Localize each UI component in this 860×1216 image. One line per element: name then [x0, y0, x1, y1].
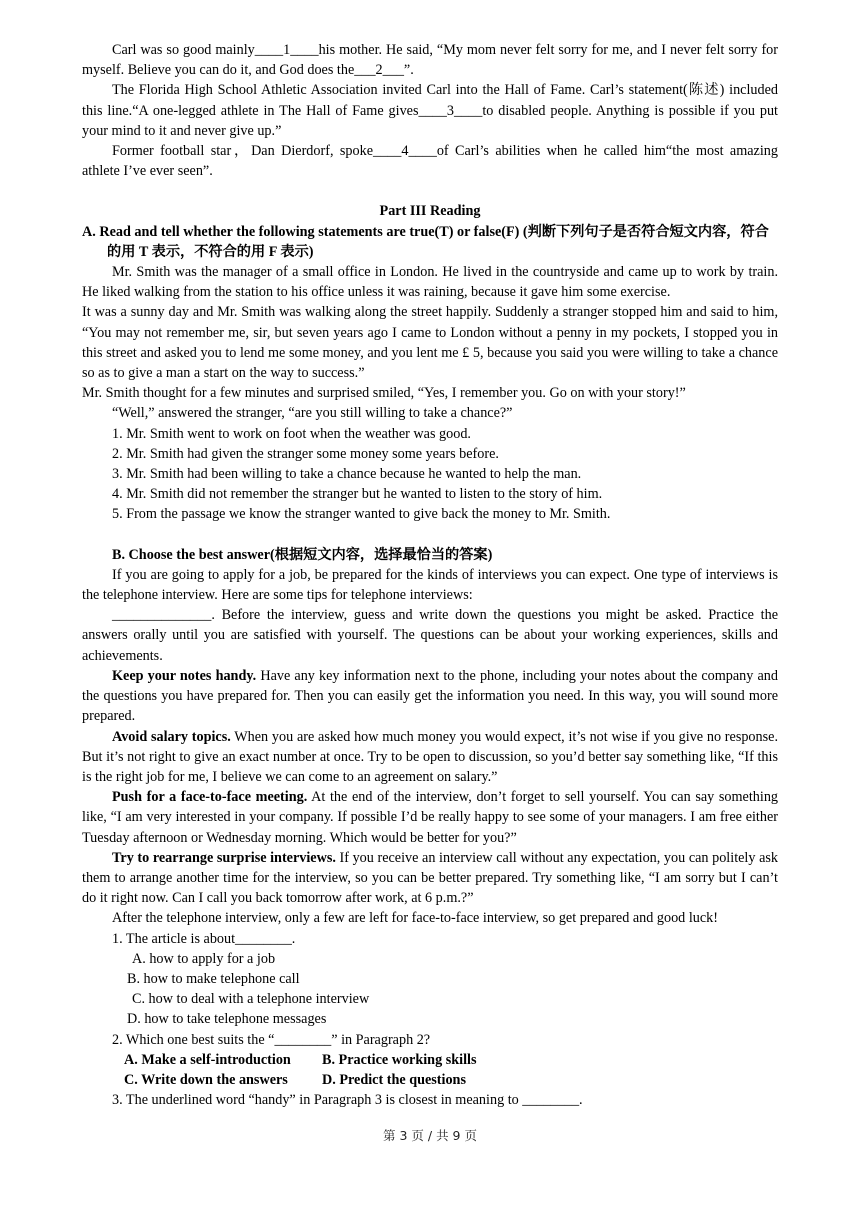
- section-b-heading: B. Choose the best answer(根据短文内容，选择最恰当的答案): [112, 546, 493, 563]
- statement-4: 4. Mr. Smith did not remember the stranger but he wanted to listen to the story of him.: [112, 486, 603, 503]
- passage-b-paragraph-5: Push for a face-to-face meeting. At the end of the interview, don’t forget to sell yourself. You can say something like, “I am very interested in your company. If possible I’d be really happy to see some of your managers. I am free either Tuesday afternoon or Wednesday morning. Which would be better for you?”: [82, 789, 779, 846]
- passage-b-paragraph-6: Try to rearrange surprise interviews. If you receive an interview call without any expectation, you can politely ask them to arrange another time for the interview, so you can be better prepared. Try something like, “I am sorry but I can’t do it right now. Can I call you back tomorrow after work, at 6 p.m.?”: [82, 849, 778, 907]
- cloze-paragraph-3: Former football star，Dan Dierdorf, spoke____4____of Carl’s abilities when he called him“the most amazing athlete I’ve ever seen”.: [82, 143, 778, 180]
- option: A. Make a self-introduction: [124, 1051, 291, 1068]
- passage-a-paragraph-1: Mr. Smith was the manager of a small office in London. He lived in the countryside and came up to work by train. He liked walking from the station to his office unless it was raining, because it gave him some exercise.: [82, 264, 778, 301]
- option: B. how to make telephone call: [127, 970, 300, 987]
- passage-a-paragraph-3: Mr. Smith thought for a few minutes and surprised smiled, “Yes, I remember you. Go on with your story!”: [82, 385, 686, 402]
- option: C. Write down the answers: [124, 1071, 288, 1088]
- option: D. Predict the questions: [322, 1071, 466, 1088]
- document-page: [82, 40, 778, 1110]
- option-row: [82, 1050, 778, 1070]
- option: A. how to apply for a job: [132, 950, 276, 967]
- question-1: 1. The article is about________.: [112, 930, 296, 947]
- passage-b-paragraph-4: Avoid salary topics. When you are asked how much money you would expect, it’s not wise if you give no response. But it’s not right to give an exact number at once. Try to be open to discussion, so you’d better say something like, “If this is the right job for me, I believe we can come to an agreement on salary.”: [82, 728, 778, 785]
- section-a-heading: A. Read and tell whether the following statements are true(T) or false(F) (判断下列句子是否符合短文内容，符合的用 T 表示，不符合的用 F 表示): [82, 223, 769, 260]
- tip-heading: Try to rearrange surprise interviews.: [112, 849, 336, 866]
- passage-a-paragraph-4: “Well,” answered the stranger, “are you still willing to take a chance?”: [112, 405, 513, 422]
- cloze-paragraph-2: The Florida High School Athletic Association invited Carl into the Hall of Fame. Carl’s statement(陈述) included this line.“A one-legged athlete in The Hall of Fame gives____3____to disabled people. Anything is possible if you put your mind to it and never give up.”: [82, 82, 778, 139]
- statement-2: 2. Mr. Smith had given the stranger some money some years before.: [112, 445, 499, 462]
- tip-heading: Keep your notes handy.: [112, 667, 257, 684]
- tip-heading: Avoid salary topics.: [112, 728, 231, 745]
- page-footer: 第 3 页 / 共 9 页: [383, 1128, 477, 1143]
- statement-5: 5. From the passage we know the stranger wanted to give back the money to Mr. Smith.: [112, 506, 611, 523]
- passage-b-paragraph-7: After the telephone interview, only a few are left for face-to-face interview, so get prepared and good luck!: [112, 910, 718, 927]
- statement-1: 1. Mr. Smith went to work on foot when the weather was good.: [112, 425, 471, 442]
- option: C. how to deal with a telephone interview: [132, 991, 370, 1008]
- passage-b-paragraph-1: If you are going to apply for a job, be prepared for the kinds of interviews you can expect. One type of interviews is the telephone interview. Here are some tips for telephone interviews:: [82, 566, 778, 604]
- part-title: Part III Reading: [379, 203, 481, 220]
- option: D. how to take telephone messages: [127, 1011, 327, 1028]
- cloze-paragraph-1: Carl was so good mainly____1____his mother. He said, “My mom never felt sorry for me, and I never felt sorry for myself. Believe you can do it, and God does the___2___”.: [82, 42, 778, 79]
- passage-a-paragraph-2: It was a sunny day and Mr. Smith was walking along the street happily. Suddenly a stranger stopped him and said to him, “You may not remember me, sir, but seven years ago I came to London without a penny in my pockets, I stopped you in this street and asked you to lend me some money, and you lent me £ 5, because you said you were willing to take a chance so as to give a man a start on the way to success.”: [82, 304, 778, 382]
- question-2: 2. Which one best suits the “________” in Paragraph 2?: [112, 1031, 431, 1048]
- question-3: 3. The underlined word “handy” in Paragraph 3 is closest in meaning to ________.: [112, 1092, 583, 1109]
- passage-b-paragraph-3: Keep your notes handy. Have any key information next to the phone, including your notes about the company and the questions you have prepared for. Then you can easily get the information you need. In this way, you will sound more prepared.: [82, 667, 778, 725]
- option: B. Practice working skills: [322, 1051, 477, 1068]
- tip-heading: Push for a face-to-face meeting.: [112, 789, 308, 806]
- statement-3: 3. Mr. Smith had been willing to take a chance because he wanted to help the man.: [112, 466, 582, 483]
- passage-b-paragraph-2: ______________. Before the interview, guess and write down the questions you might be asked. Practice the answers orally until you are satisfied with yourself. The questions can be about your working experiences, skills and achievements.: [82, 607, 778, 664]
- option-row: [82, 1070, 778, 1090]
